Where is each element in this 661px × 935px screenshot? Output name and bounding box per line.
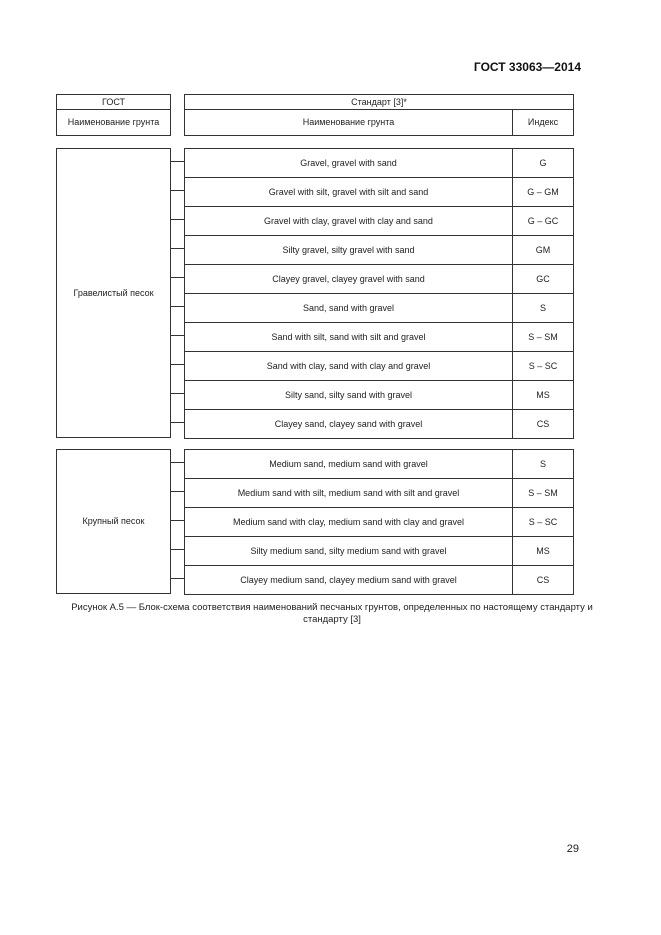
connector-line (171, 393, 184, 394)
soil-index-cell: G (512, 148, 574, 178)
soil-name-cell: Clayey sand, clayey sand with gravel (184, 409, 513, 439)
connector-line (171, 520, 184, 521)
page-number: 29 (566, 843, 579, 855)
connector-line (171, 161, 184, 162)
soil-name-cell: Gravel with clay, gravel with clay and sand (184, 206, 513, 236)
soil-name-cell: Sand with silt, sand with silt and gravel (184, 322, 513, 352)
header-index: Индекс (512, 109, 574, 136)
soil-index-cell: G – GM (512, 177, 574, 207)
connector-line (171, 335, 184, 336)
soil-name-cell: Gravel, gravel with sand (184, 148, 513, 178)
soil-name-cell: Gravel with silt, gravel with silt and sand (184, 177, 513, 207)
connector-line (171, 364, 184, 365)
header-standard-soil-name: Наименование грунта (184, 109, 513, 136)
soil-name-cell: Clayey gravel, clayey gravel with sand (184, 264, 513, 294)
group-coarse-sand: Крупный песок (56, 449, 171, 594)
header-standard: Стандарт [3]* (184, 94, 574, 110)
soil-name-cell: Sand with clay, sand with clay and gravel (184, 351, 513, 381)
figure-caption: Рисунок А.5 — Блок-схема соответствия наименований песчаных грунтов, определенных по настоящему стандарту и стандарту [3] (71, 602, 593, 625)
soil-index-cell: S – SC (512, 351, 574, 381)
soil-index-cell: MS (512, 536, 574, 566)
connector-line (171, 491, 184, 492)
soil-name-cell: Medium sand with clay, medium sand with clay and gravel (184, 507, 513, 537)
soil-name-cell: Clayey medium sand, clayey medium sand with gravel (184, 565, 513, 595)
soil-index-cell: MS (512, 380, 574, 410)
group-gravelly-sand: Гравелистый песок (56, 148, 171, 438)
soil-index-cell: S – SM (512, 322, 574, 352)
connector-line (171, 578, 184, 579)
header-gost: ГОСТ (56, 94, 171, 110)
connector-line (171, 277, 184, 278)
soil-name-cell: Sand, sand with gravel (184, 293, 513, 323)
soil-index-cell: G – GC (512, 206, 574, 236)
document-number: ГОСТ 33063—2014 (473, 60, 581, 74)
connector-line (171, 549, 184, 550)
soil-index-cell: S (512, 293, 574, 323)
soil-name-cell: Medium sand, medium sand with gravel (184, 449, 513, 479)
soil-index-cell: GM (512, 235, 574, 265)
connector-line (171, 248, 184, 249)
soil-index-cell: S (512, 449, 574, 479)
connector-line (171, 190, 184, 191)
soil-index-cell: CS (512, 409, 574, 439)
soil-name-cell: Silty medium sand, silty medium sand with gravel (184, 536, 513, 566)
header-gost-soil-name: Наименование грунта (56, 109, 171, 136)
soil-name-cell: Medium sand with silt, medium sand with silt and gravel (184, 478, 513, 508)
soil-name-cell: Silty sand, silty sand with gravel (184, 380, 513, 410)
soil-index-cell: S – SM (512, 478, 574, 508)
soil-index-cell: CS (512, 565, 574, 595)
soil-name-cell: Silty gravel, silty gravel with sand (184, 235, 513, 265)
connector-line (171, 219, 184, 220)
soil-index-cell: S – SC (512, 507, 574, 537)
connector-line (171, 422, 184, 423)
connector-line (171, 306, 184, 307)
soil-index-cell: GC (512, 264, 574, 294)
connector-line (171, 462, 184, 463)
